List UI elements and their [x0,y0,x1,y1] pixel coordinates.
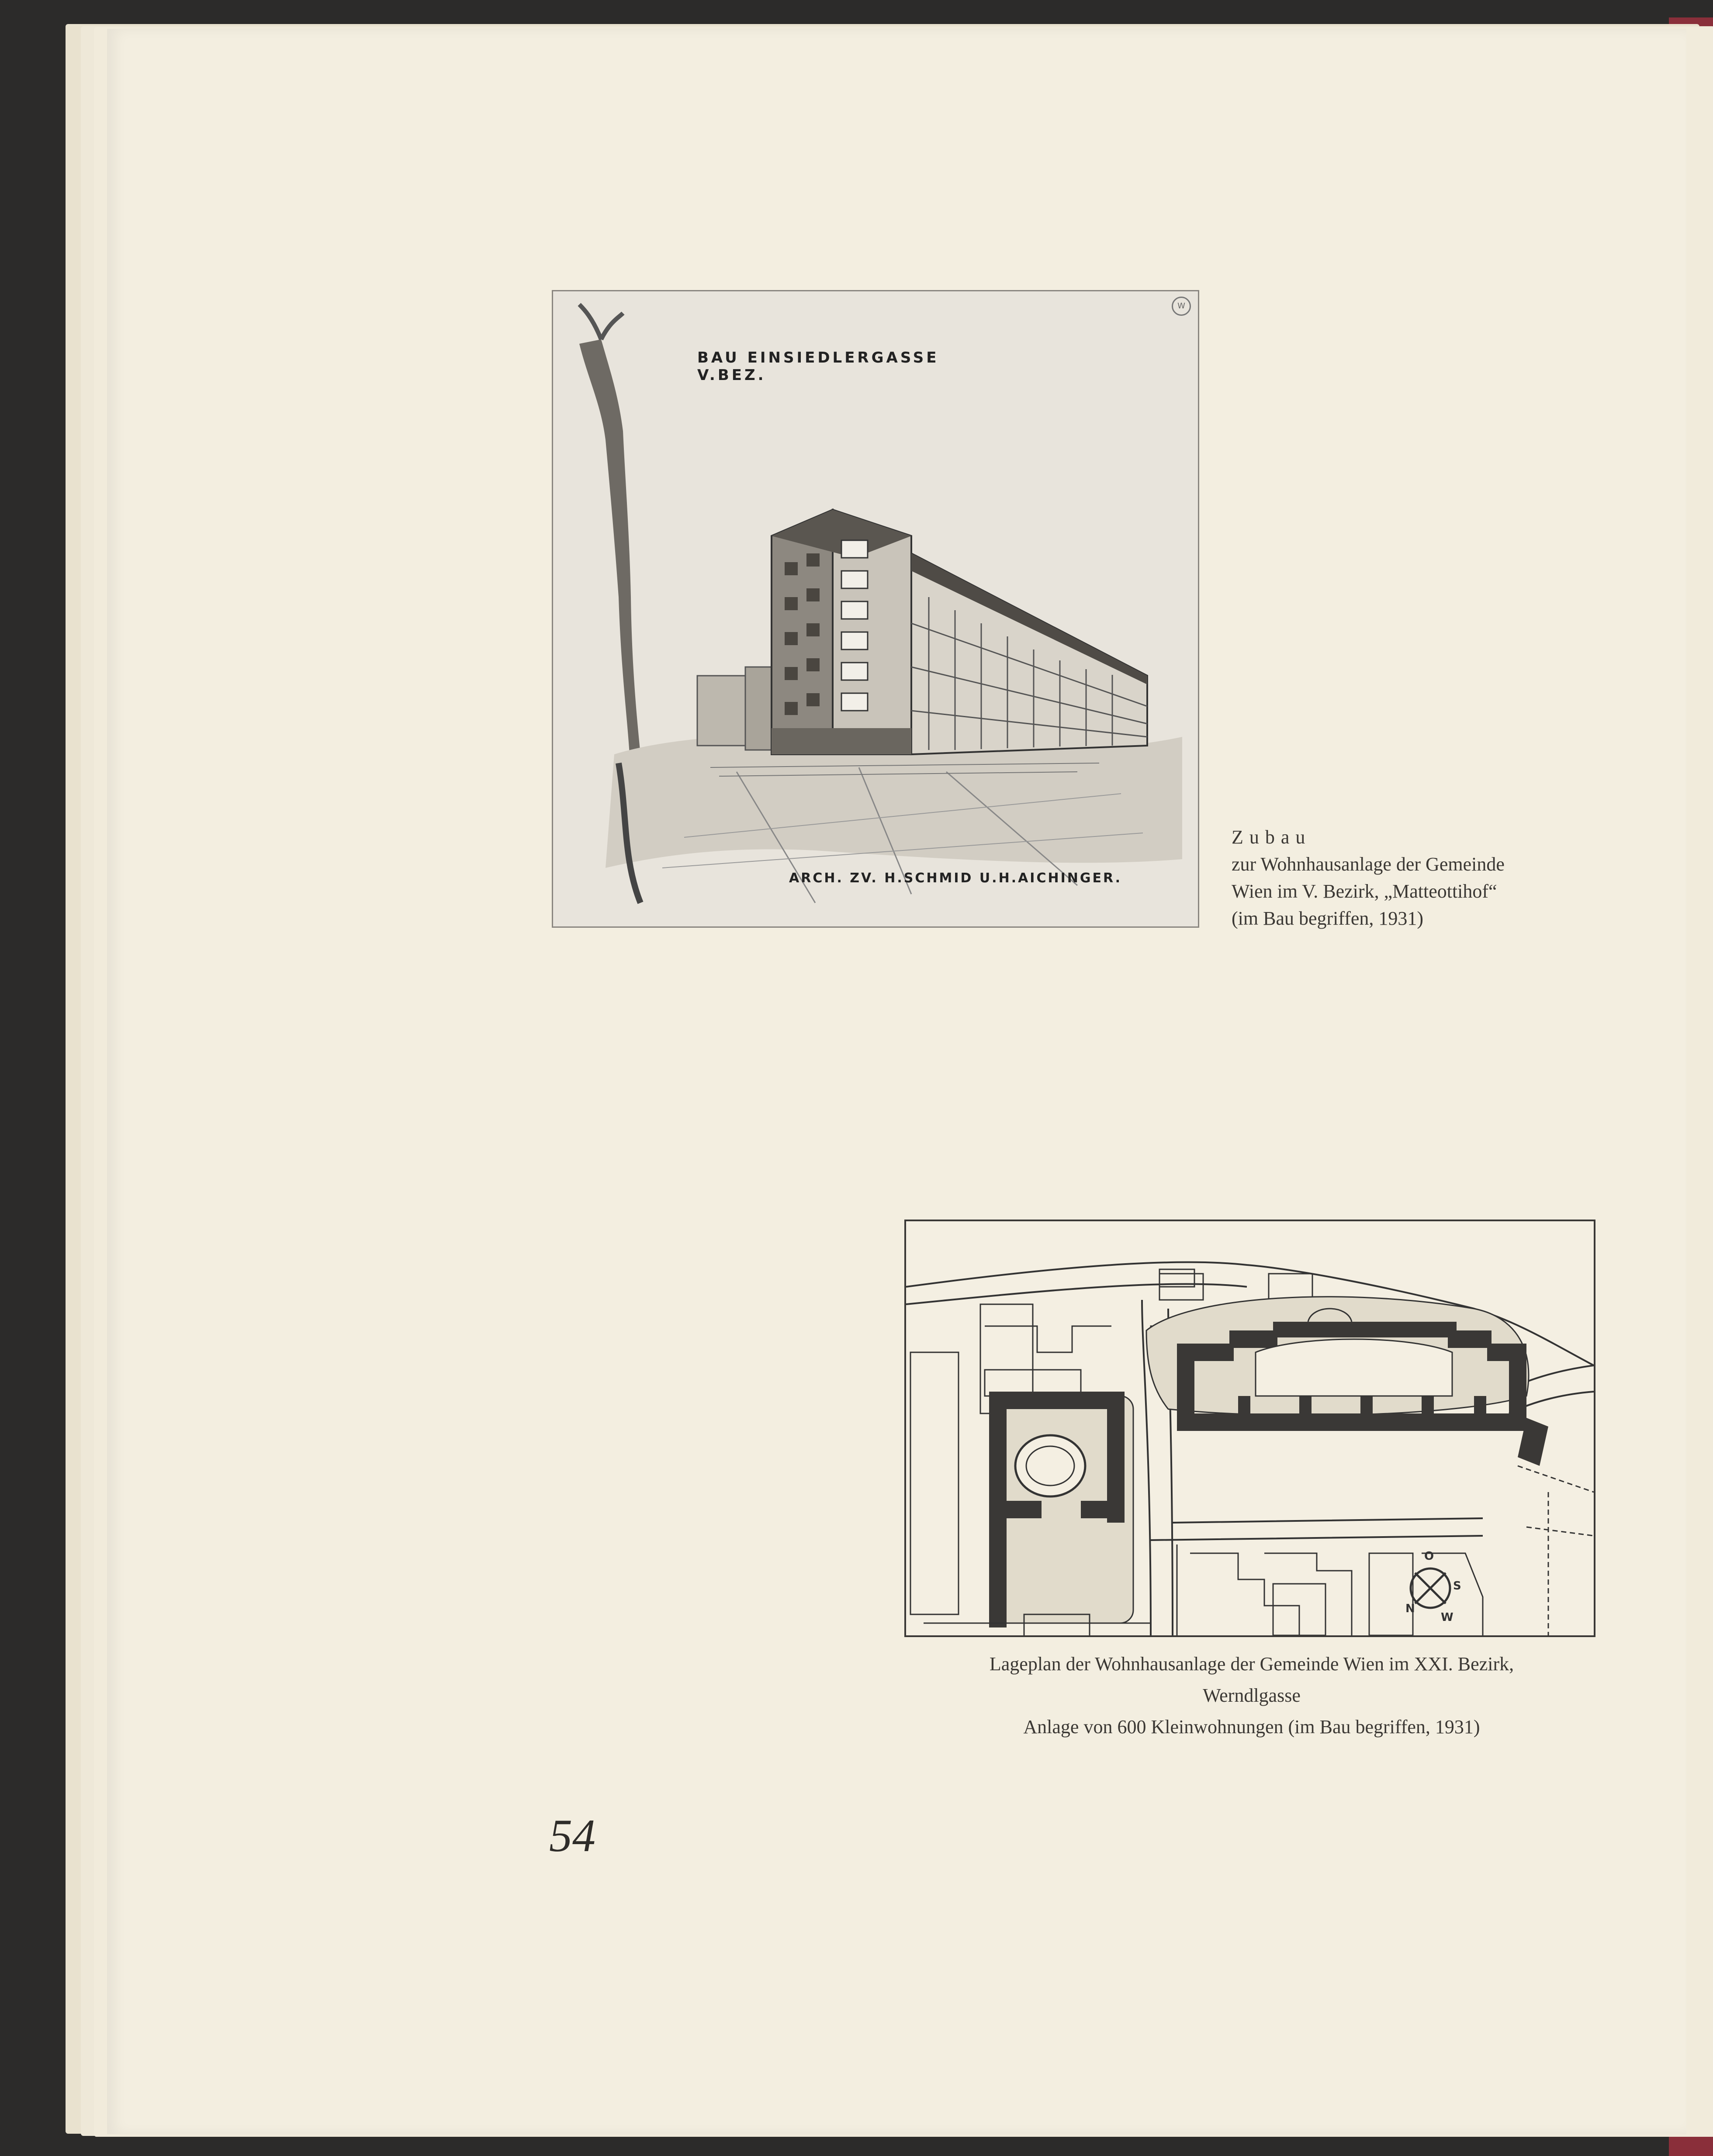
book-page [107,29,1686,2134]
page-number: 54 [549,1810,595,1861]
site-plan-plate [904,1220,1595,1637]
plate-title-lettering: BAU EINSIEDLERGASSE V.BEZ. [697,349,939,384]
site-plan-drawing [906,1221,1594,1635]
compass-letter-east: O [1424,1550,1434,1563]
compass-letter-north: N [1405,1602,1415,1615]
caption-line: Werndlgasse [1203,1685,1301,1706]
caption-zubau [1232,824,1625,932]
caption-line: Lageplan der Wohnhausanlage der Gemeinde Wien im XXI. Bezirk, [989,1653,1514,1675]
caption-line: zur Wohnhausanlage der Gemeinde [1232,853,1505,875]
caption-line: Wien im V. Bezirk, „Matteottihof“ [1232,881,1497,902]
caption-line: Anlage von 600 Kleinwohnungen (im Bau begriffen, 1931) [1023,1716,1480,1738]
perspective-drawing-plate [552,290,1199,928]
compass-letter-south: S [1453,1579,1461,1593]
plate-architect-credit: ARCH. ZV. H.SCHMID U.H.AICHINGER. [789,871,1122,886]
compass-rose-icon [1411,1569,1450,1608]
caption-lageplan [876,1648,1627,1743]
caption-line: (im Bau begriffen, 1931) [1232,908,1424,929]
caption-heading: Zubau [1232,826,1312,848]
library-stamp: W [1172,297,1191,316]
perspective-drawing [553,291,1198,926]
compass-letter-west: W [1441,1611,1453,1624]
